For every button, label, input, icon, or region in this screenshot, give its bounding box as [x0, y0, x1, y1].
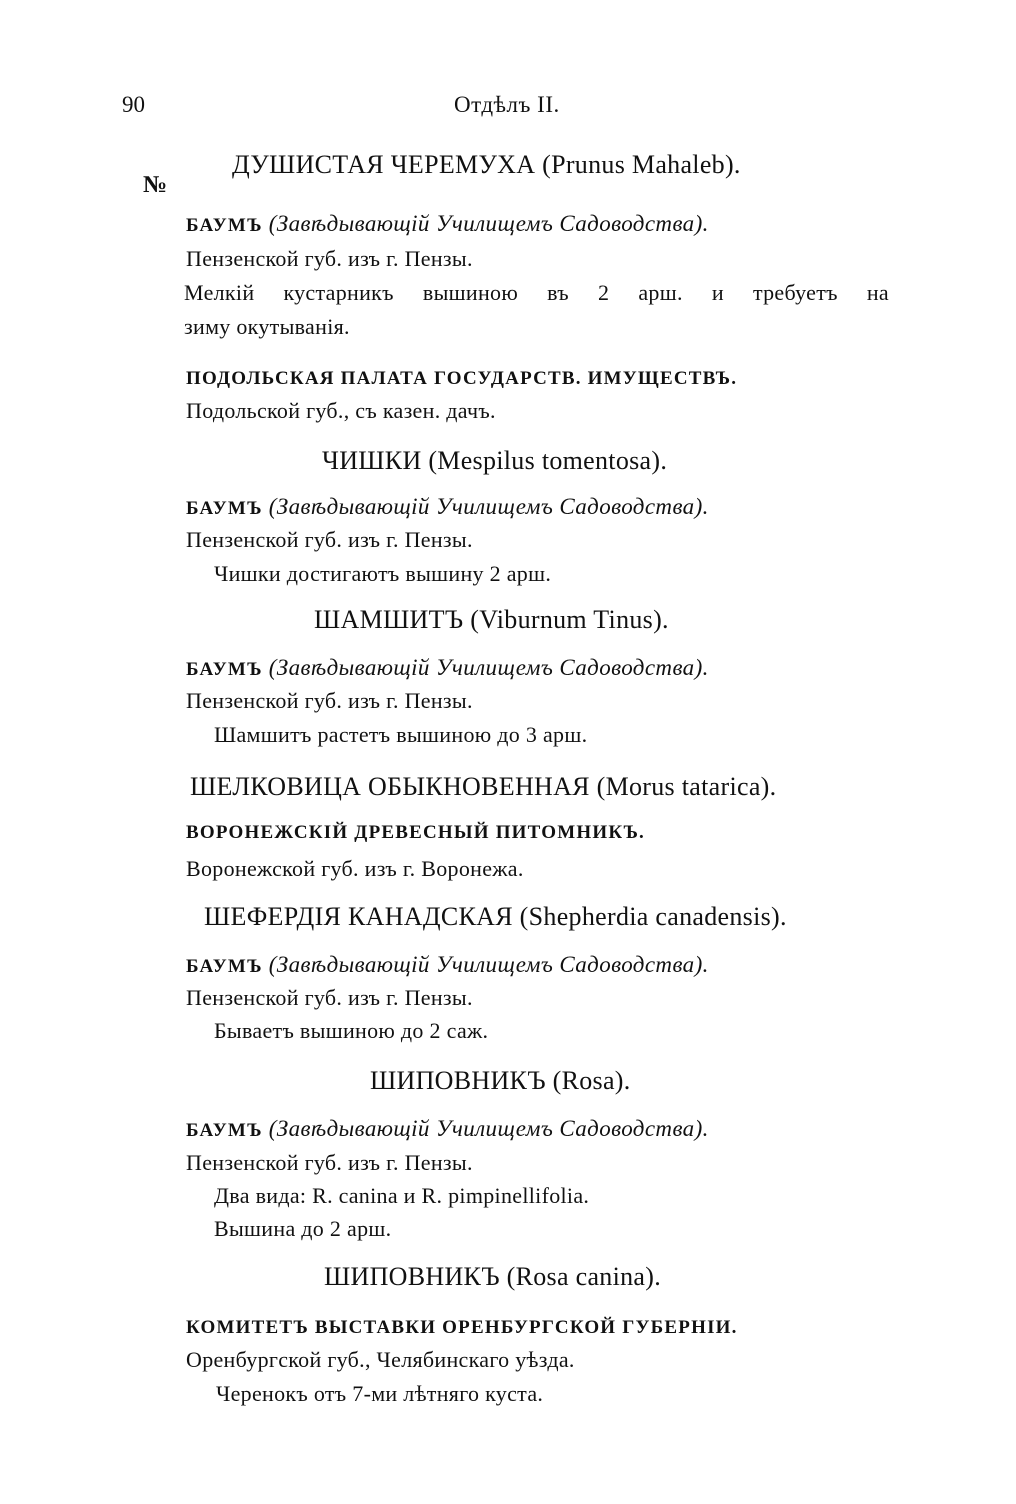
entry-title: ШЕЛКОВИЦА ОБЫКНОВЕННАЯ (Morus tatarica).: [190, 772, 777, 801]
entry-contributor: [186, 1317, 738, 1339]
entry-location: Пензенской губ. изъ г. Пензы.: [186, 985, 473, 1010]
contributor-name: БАУМЪ: [186, 215, 263, 236]
entry-location: Воронежской губ. изъ г. Воронежа.: [186, 856, 524, 881]
entry-description: Черенокъ отъ 7-ми лѣтняго куста.: [216, 1381, 544, 1406]
entry-contributor: [186, 1116, 709, 1142]
entry-description: Шамшитъ растетъ вышиною до 3 арш.: [214, 722, 588, 747]
contributor-role: (Завѣдывающій Училищемъ Садоводства).: [268, 494, 709, 519]
entry-title: ШАМШИТЪ (Viburnum Tinus).: [314, 605, 669, 634]
entry-location: Пензенской губ. изъ г. Пензы.: [186, 1150, 473, 1175]
entry-description: Вышина до 2 арш.: [214, 1216, 392, 1241]
running-title: Отдѣлъ II.: [454, 92, 560, 117]
entry-description: Бываетъ вышиною до 2 саж.: [214, 1018, 489, 1043]
entry-contributor: [186, 952, 709, 978]
contributor-role: (Завѣдывающій Училищемъ Садоводства).: [268, 952, 709, 977]
entry-location: Пензенской губ. изъ г. Пензы.: [186, 246, 473, 271]
contributor-name: КОМИТЕТЪ ВЫСТАВКИ ОРЕНБУРГСКОЙ ГУБЕРНІИ.: [186, 1317, 738, 1338]
contributor-role: (Завѣдывающій Училищемъ Садоводства).: [268, 1116, 709, 1141]
entry-contributor: [186, 368, 737, 390]
entry-contributor: [186, 494, 709, 520]
entry-location: Оренбургской губ., Челябинскаго уѣзда.: [186, 1347, 575, 1372]
entry-description: Мелкій кустарникъ вышиною въ 2 арш. и требуетъ на: [184, 280, 889, 305]
contributor-name: БАУМЪ: [186, 659, 263, 680]
number-mark: №: [143, 172, 168, 198]
entry-title: ШИПОВНИКЪ (Rosa canina).: [324, 1262, 662, 1291]
page-number: 90: [122, 92, 145, 117]
entry-title: ШЕФЕРДІЯ КАНАДСКАЯ (Shepherdia canadensis).: [204, 902, 787, 931]
contributor-role: (Завѣдывающій Училищемъ Садоводства).: [268, 211, 709, 236]
entry-contributor: [186, 211, 709, 237]
entry-location: Подольской губ., съ казен. дачъ.: [186, 398, 496, 423]
entry-description: Два вида: R. canina и R. pimpinellifolia.: [214, 1183, 590, 1208]
entry-contributor: [186, 822, 645, 844]
contributor-name: БАУМЪ: [186, 956, 263, 977]
contributor-name: БАУМЪ: [186, 1120, 263, 1141]
entry-title: ДУШИСТАЯ ЧЕРЕМУХА (Prunus Mahaleb).: [232, 150, 741, 179]
entry-description: Чишки достигаютъ вышину 2 арш.: [214, 561, 552, 586]
entry-contributor: [186, 655, 709, 681]
contributor-role: (Завѣдывающій Училищемъ Садоводства).: [268, 655, 709, 680]
entry-description: зиму окутыванія.: [184, 314, 350, 339]
contributor-name: ПОДОЛЬСКАЯ ПАЛАТА ГОСУДАРСТВ. ИМУЩЕСТВЪ.: [186, 368, 738, 389]
entry-location: Пензенской губ. изъ г. Пензы.: [186, 688, 473, 713]
entry-title: ЧИШКИ (Mespilus tomentosa).: [322, 446, 668, 475]
entry-location: Пензенской губ. изъ г. Пензы.: [186, 527, 473, 552]
contributor-name: ВОРОНЕЖСКІЙ ДРЕВЕСНЫЙ ПИТОМНИКЪ.: [186, 822, 646, 843]
entry-title: ШИПОВНИКЪ (Rosa).: [370, 1066, 631, 1095]
contributor-name: БАУМЪ: [186, 498, 263, 519]
